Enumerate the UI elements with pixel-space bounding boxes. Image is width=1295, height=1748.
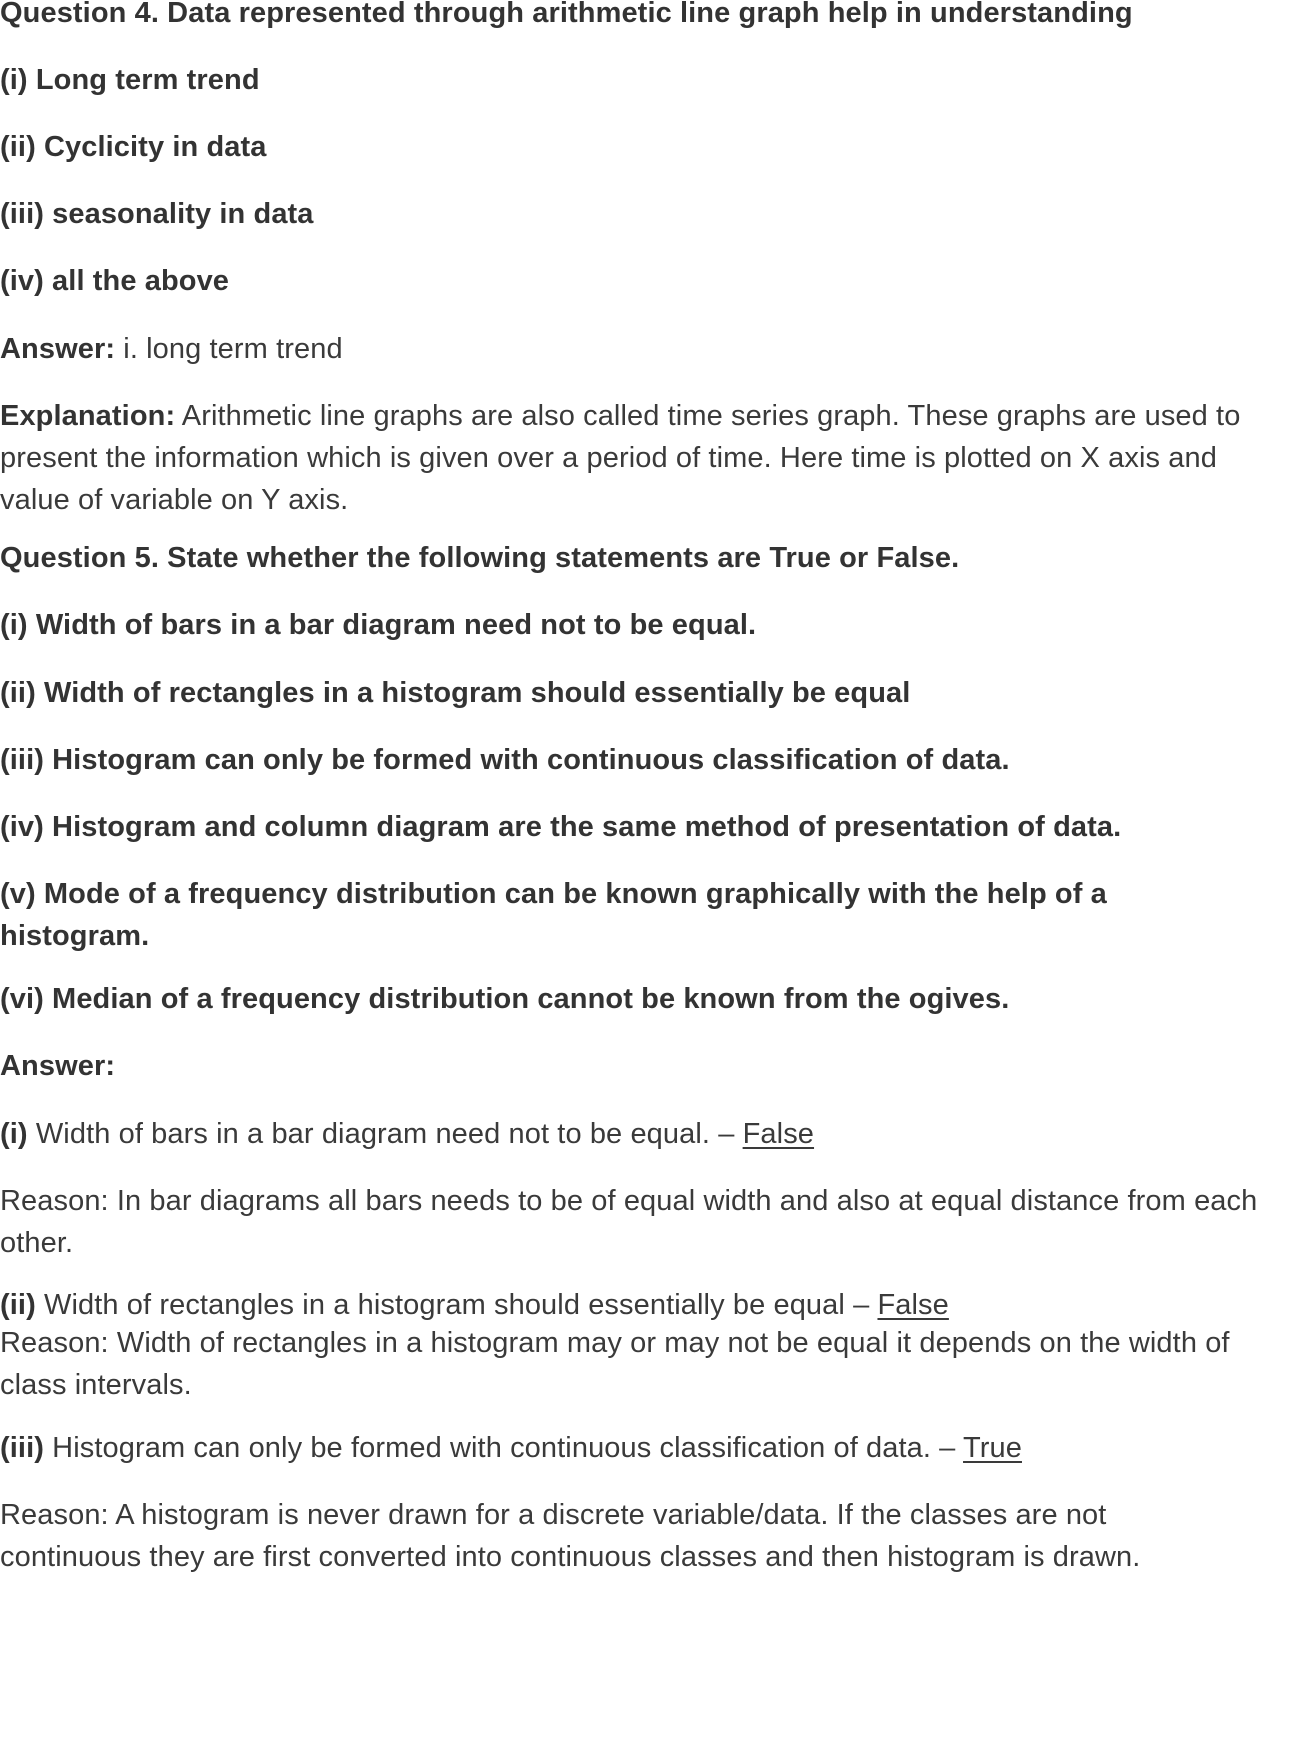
q5-answer-1-text: Width of bars in a bar diagram need not to be equal. – xyxy=(27,1118,743,1150)
q5-answer-2-verdict: False xyxy=(877,1289,949,1321)
q4-option-1: (i) Long term trend xyxy=(0,64,260,96)
q5-answer-2-num: (ii) xyxy=(0,1289,36,1321)
q4-explanation xyxy=(0,395,1290,521)
q5-answer-1 xyxy=(0,1113,814,1155)
q4-explanation-label: Explanation: xyxy=(0,400,176,432)
q5-statement-2: (ii) Width of rectangles in a histogram should essentially be equal xyxy=(0,677,911,709)
q4-answer-label: Answer: xyxy=(0,333,116,365)
q4-answer-text: i. long term trend xyxy=(115,333,343,365)
q5-answer-3-text: Histogram can only be formed with continuous classification of data. – xyxy=(44,1432,964,1464)
q5-answer-3-num: (iii) xyxy=(0,1432,44,1464)
q4-answer xyxy=(0,328,343,370)
q5-statement-3: (iii) Histogram can only be formed with continuous classification of data. xyxy=(0,744,1010,776)
q5-statement-6: (vi) Median of a frequency distribution cannot be known from the ogives. xyxy=(0,983,1010,1015)
q5-answer-label: Answer: xyxy=(0,1050,116,1082)
q4-option-3: (iii) seasonality in data xyxy=(0,198,314,230)
q5-answer-3-verdict: True xyxy=(963,1432,1022,1464)
q5-answer-1-reason: Reason: In bar diagrams all bars needs to be of equal width and also at equal distance from each other. xyxy=(0,1185,1258,1259)
question-5-heading: Question 5. State whether the following statements are True or False. xyxy=(0,542,960,574)
q5-answer-3 xyxy=(0,1427,1022,1469)
q4-option-2: (ii) Cyclicity in data xyxy=(0,131,267,163)
q5-answer-1-verdict: False xyxy=(742,1118,815,1150)
q5-statement-5: (v) Mode of a frequency distribution can be known graphically with the help of a histogram. xyxy=(0,878,1107,952)
q5-statement-1: (i) Width of bars in a bar diagram need not to be equal. xyxy=(0,609,757,641)
q4-option-4: (iv) all the above xyxy=(0,265,230,297)
q5-answer-3-reason: Reason: A histogram is never drawn for a discrete variable/data. If the classes are not continuous they are first converted into continuous classes and then histogram is drawn. xyxy=(0,1499,1141,1573)
q5-answer-2-reason: Reason: Width of rectangles in a histogram may or may not be equal it depends on the width of class intervals. xyxy=(0,1327,1230,1401)
q5-answer-2-text: Width of rectangles in a histogram should essentially be equal – xyxy=(35,1289,878,1321)
question-4-heading: Question 4. Data represented through arithmetic line graph help in understanding xyxy=(0,0,1133,29)
q4-explanation-text: Arithmetic line graphs are also called time series graph. These graphs are used to present the information which is given over a period of time. Here time is plotted on X axis and value of variable on Y axis. xyxy=(0,400,1241,516)
q5-statement-4: (iv) Histogram and column diagram are the same method of presentation of data. xyxy=(0,811,1122,843)
q5-answer-1-num: (i) xyxy=(0,1118,28,1150)
q5-answer-2 xyxy=(0,1284,949,1326)
